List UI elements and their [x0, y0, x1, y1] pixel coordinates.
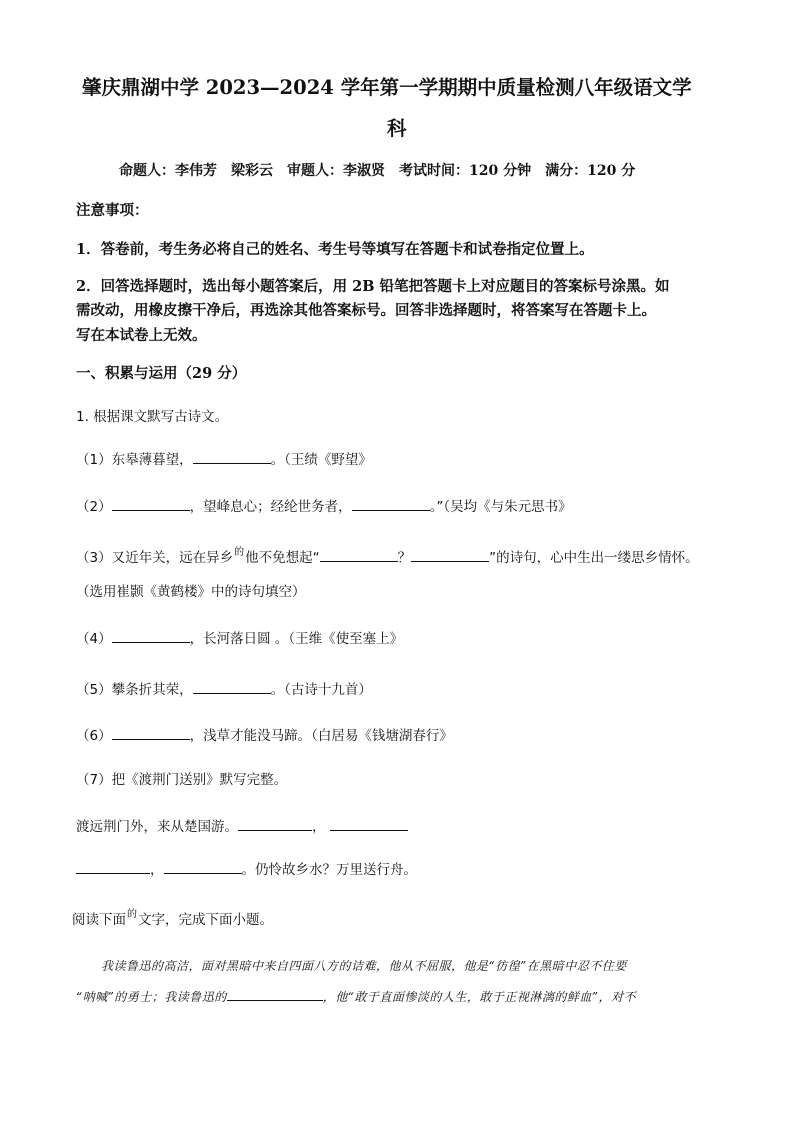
sub-question-2	[76, 495, 572, 515]
sub-question-1-text: （1）东皋薄暮望，	[76, 452, 193, 468]
answer-blank[interactable]	[411, 547, 489, 562]
sub-question-3-note: （选用崔颢《黄鹤楼》中的诗句填空）	[76, 584, 306, 600]
notes-heading: 注意事项：	[76, 202, 149, 219]
sub-question-5	[76, 678, 372, 698]
poem-line-2-comma: ，	[150, 862, 164, 878]
answer-blank[interactable]	[227, 988, 323, 1001]
question-1-prompt: 1. 根据课文默写古诗文。	[76, 409, 229, 425]
sub-question-3-mark: ？	[397, 550, 412, 566]
answer-blank[interactable]	[112, 725, 190, 740]
exam-title-line2: 科	[387, 117, 407, 140]
section1-heading: 一、积累与运用（29 分）	[76, 365, 247, 382]
answer-blank[interactable]	[112, 496, 190, 511]
sub-question-2-source: 。”（吴均《与朱元思书》	[429, 499, 572, 515]
reading-instruction	[72, 908, 273, 928]
answer-blank[interactable]	[352, 496, 430, 511]
sub-question-6-num: （6）	[76, 728, 112, 744]
sub-question-1	[76, 448, 372, 468]
sub-question-4-num: （4）	[76, 631, 112, 647]
sub-question-3	[76, 546, 699, 566]
reading-instruction-b: 文字，完成下面小题。	[138, 912, 273, 928]
sub-question-4	[76, 627, 403, 647]
passage-line-2	[76, 988, 636, 1005]
sub-question-3-superscript: 的	[234, 547, 245, 558]
sub-question-3-text-b: 他不免想起“	[245, 550, 320, 566]
sub-question-2-text: ，望峰息心；经纶世务者，	[189, 499, 352, 515]
passage-line-2-b: ，他“敢于直面惨淡的人生，敢于正视淋漓的鲜血”，对不	[322, 990, 637, 1004]
reading-instruction-superscript: 的	[127, 909, 137, 920]
notes-item-2-line1: 2．回答选择题时，选出每小题答案后，用 2B 铅笔把答题卡上对应题目的答案标号涂黑。如	[76, 278, 670, 295]
answer-blank[interactable]	[238, 816, 312, 831]
exam-title-line1: 肇庆鼎湖中学 2023—2024 学年第一学期期中质量检测八年级语文学	[82, 76, 692, 99]
sub-question-6-text: ，浅草才能没马蹄。（白居易《钱塘湖春行》	[189, 728, 453, 744]
poem-line-1	[76, 815, 408, 835]
poem-line-2	[76, 858, 417, 878]
notes-item-2-line2: 需改动，用橡皮擦干净后，再选涂其他答案标号。回答非选择题时，将答案写在答题卡上。	[76, 302, 656, 319]
notes-item-1: 1．答卷前，考生务必将自己的姓名、考生号等填写在答题卡和试卷指定位置上。	[76, 241, 594, 258]
poem-line-1-text: 渡远荆门外，来从楚国游。	[76, 819, 238, 835]
exam-meta: 命题人：李伟芳 梁彩云 审题人：李淑贤 考试时间：120 分钟 满分：120 分	[119, 163, 636, 179]
sub-question-7: （7）把《渡荆门送别》默写完整。	[76, 772, 288, 788]
notes-item-2-line3: 写在本试卷上无效。	[76, 327, 207, 344]
sub-question-2-num: （2）	[76, 499, 112, 515]
sub-question-6	[76, 724, 453, 744]
poem-line-1-comma: ，	[312, 819, 326, 835]
sub-question-5-text: （5）攀条折其荣，	[76, 682, 193, 698]
reading-instruction-a: 阅读下面	[72, 912, 126, 928]
answer-blank[interactable]	[76, 859, 150, 874]
poem-line-2-text: 。仍怜故乡水？万里送行舟。	[241, 862, 417, 878]
answer-blank[interactable]	[330, 816, 408, 831]
answer-blank[interactable]	[320, 547, 398, 562]
passage-line-2-a: “呐喊”的勇士；我读鲁迅的	[76, 990, 227, 1004]
answer-blank[interactable]	[112, 628, 190, 643]
answer-blank[interactable]	[193, 449, 271, 464]
answer-blank[interactable]	[193, 679, 271, 694]
sub-question-5-source: 。（古诗十九首）	[270, 682, 372, 698]
answer-blank[interactable]	[164, 859, 242, 874]
sub-question-3-text-a: （3）又近年关，远在异乡	[76, 550, 234, 566]
sub-question-3-text-c: ”的诗句，心中生出一缕思乡情怀。	[489, 550, 699, 566]
sub-question-1-source: 。（王绩《野望》	[270, 452, 372, 468]
sub-question-4-text: ，长河落日圆 。（王维《使至塞上》	[189, 631, 404, 647]
passage-line-1: 我读鲁迅的高洁，面对黑暗中来自四面八方的诘难，他从不屈服，他是“彷徨”在黑暗中忍不住要	[101, 959, 627, 973]
